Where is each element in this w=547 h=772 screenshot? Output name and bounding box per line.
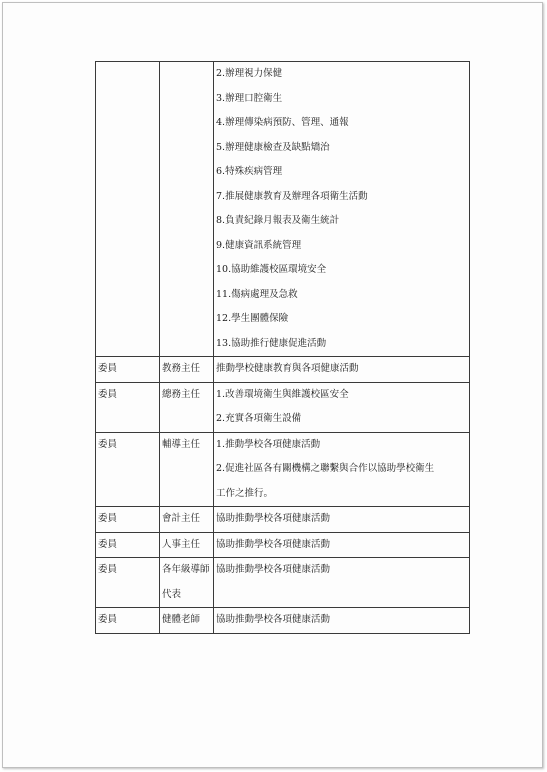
- title-cell: [160, 432, 214, 507]
- role-cell: [96, 62, 160, 357]
- duty-item: 13.協助推行健康促進活動: [216, 337, 327, 349]
- table-row: [96, 357, 470, 383]
- role-cell: [96, 507, 160, 533]
- title-cell: [160, 608, 214, 634]
- duty-item: 1.推動學校各項健康活動: [216, 438, 321, 450]
- table-row: [96, 608, 470, 634]
- title-label: 人事主任: [162, 538, 201, 550]
- duty-item: 1.改善環境衛生與維護校區安全: [216, 388, 349, 400]
- duties-cell: [214, 558, 470, 608]
- duty-item: 11.傷病處理及急救: [216, 288, 298, 300]
- title-label: 輔導主任: [162, 438, 201, 450]
- title-label: 各年級導師: [162, 564, 210, 575]
- duty-item: 3.辦理口腔衛生: [216, 92, 283, 104]
- title-label: 代表: [162, 588, 182, 600]
- duties-cell: [214, 608, 470, 634]
- duty-item: 推動學校健康教育與各項健康活動: [216, 363, 359, 374]
- role-label: 委員: [98, 538, 118, 550]
- title-cell: [160, 532, 214, 558]
- duty-item: 工作之推行。: [216, 487, 274, 499]
- duty-item: 7.推展健康教育及辦理各項衛生活動: [216, 190, 368, 202]
- duties-cell: [214, 357, 470, 383]
- title-cell: [160, 382, 214, 432]
- duty-item: 2.充實各項衛生設備: [216, 413, 302, 424]
- title-cell: [160, 507, 214, 533]
- table-row: [96, 507, 470, 533]
- title-cell: [160, 558, 214, 608]
- role-label: 委員: [98, 564, 118, 575]
- title-cell: [160, 62, 214, 357]
- duty-item: 2.促進社區各有關機構之聯繫與合作以協助學校衛生: [216, 463, 435, 474]
- duty-item: 5.辦理健康檢查及缺點矯治: [216, 141, 330, 153]
- duty-item: 協助推動學校各項健康活動: [216, 513, 331, 524]
- table-row: [96, 382, 470, 432]
- duty-item: 8.負責紀錄月報表及衛生統計: [216, 215, 340, 226]
- role-label: 委員: [98, 438, 118, 450]
- duty-item: 12.學生團體保險: [216, 313, 289, 324]
- duty-item: 6.特殊疾病管理: [216, 166, 283, 177]
- duty-item: 4.辦理傳染病預防、管理、通報: [216, 117, 349, 128]
- title-label: 總務主任: [162, 388, 201, 400]
- role-cell: [96, 432, 160, 507]
- table-row: [96, 432, 470, 507]
- title-label: 健體老師: [162, 614, 201, 625]
- role-label: 委員: [98, 388, 118, 400]
- role-label: 委員: [98, 513, 118, 524]
- duties-cell: [214, 62, 470, 357]
- role-cell: [96, 532, 160, 558]
- committee-duties-table: [95, 61, 470, 634]
- role-cell: [96, 608, 160, 634]
- table-row: [96, 558, 470, 608]
- role-label: 委員: [98, 614, 118, 625]
- table-row: [96, 532, 470, 558]
- duties-cell: [214, 382, 470, 432]
- duties-cell: [214, 507, 470, 533]
- role-cell: [96, 357, 160, 383]
- duty-item: 9.健康資訊系統管理: [216, 239, 302, 251]
- role-cell: [96, 382, 160, 432]
- role-label: 委員: [98, 363, 118, 374]
- title-label: 會計主任: [162, 513, 201, 524]
- duty-item: 協助推動學校各項健康活動: [216, 564, 331, 575]
- duty-item: 協助推動學校各項健康活動: [216, 614, 331, 625]
- table-row: [96, 62, 470, 357]
- duty-item: 協助推動學校各項健康活動: [216, 538, 331, 550]
- duties-cell: [214, 532, 470, 558]
- role-cell: [96, 558, 160, 608]
- title-cell: [160, 357, 214, 383]
- duty-item: 2.辦理視力保健: [216, 68, 283, 79]
- duties-cell: [214, 432, 470, 507]
- title-label: 教務主任: [162, 363, 201, 374]
- duty-item: 10.協助維護校區環境安全: [216, 264, 327, 275]
